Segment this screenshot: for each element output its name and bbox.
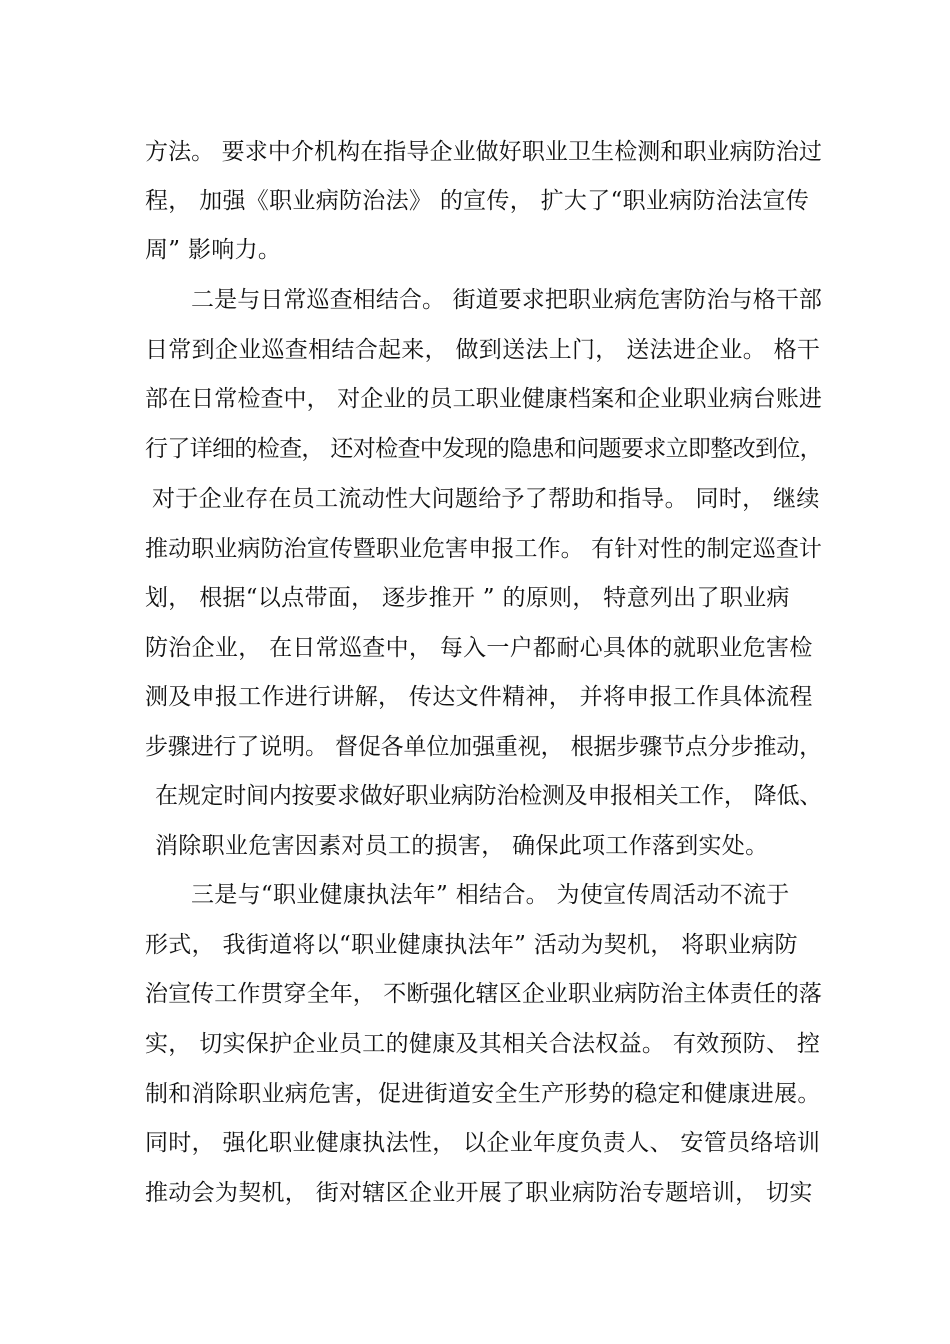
text-line: 形式， 我街道将以“职业健康执法年” 活动为契机， 将职业病防 (145, 932, 798, 958)
text-line: 程， 加强《职业病防治法》 的宣传， 扩大了“职业病防治法宣传 (145, 188, 809, 214)
text-line: 对于企业存在员工流动性大问题给予了帮助和指导。 同时， 继续 (152, 486, 820, 512)
text-line: 同时， 强化职业健康执法性， 以企业年度负责人、 安管员络培训 (145, 1130, 821, 1156)
text-line: 三是与“职业健康执法年” 相结合。 为使宣传周活动不流于 (191, 882, 790, 908)
text-line: 行了详细的检查， 还对检查中发现的隐患和问题要求立即整改到位， (145, 436, 822, 462)
text-line: 周” 影响力。 (145, 237, 282, 263)
text-line: 方法。 要求中介机构在指导企业做好职业卫生检测和职业病防治过 (145, 139, 823, 165)
text-line: 防治企业， 在日常巡查中， 每入一户都耐心具体的就职业危害检 (145, 635, 813, 661)
text-line: 推动会为契机， 街对辖区企业开展了职业病防治专题培训， 切实 (145, 1180, 813, 1206)
text-line: 划， 根据“以点带面， 逐步推开 ” 的原则， 特意列出了职业病 (145, 585, 790, 611)
text-line: 治宣传工作贯穿全年， 不断强化辖区企业职业病防治主体责任的落 (145, 981, 823, 1007)
text-line: 在规定时间内按要求做好职业病防治检测及申报相关工作， 降低、 (155, 783, 822, 809)
text-line: 步骤进行了说明。 督促各单位加强重视， 根据步骤节点分步推动， (145, 734, 823, 760)
text-line: 消除职业危害因素对员工的损害， 确保此项工作落到实处。 (155, 833, 769, 859)
text-line: 部在日常检查中， 对企业的员工职业健康档案和企业职业病台账进 (145, 386, 823, 412)
text-line: 实， 切实保护企业员工的健康及其相关合法权益。 有效预防、 控 (145, 1031, 821, 1057)
text-line: 日常到企业巡查相结合起来， 做到送法上门， 送法进企业。 格干 (145, 337, 821, 363)
text-line: 推动职业病防治宣传暨职业危害申报工作。 有针对性的制定巡查计 (145, 536, 823, 562)
text-line: 制和消除职业病危害，促进街道安全生产形势的稳定和健康进展。 (145, 1081, 821, 1107)
text-line: 测及申报工作进行讲解， 传达文件精神， 并将申报工作具体流程 (145, 684, 813, 710)
text-line: 二是与日常巡查相结合。 街道要求把职业病危害防治与格干部 (191, 287, 822, 313)
